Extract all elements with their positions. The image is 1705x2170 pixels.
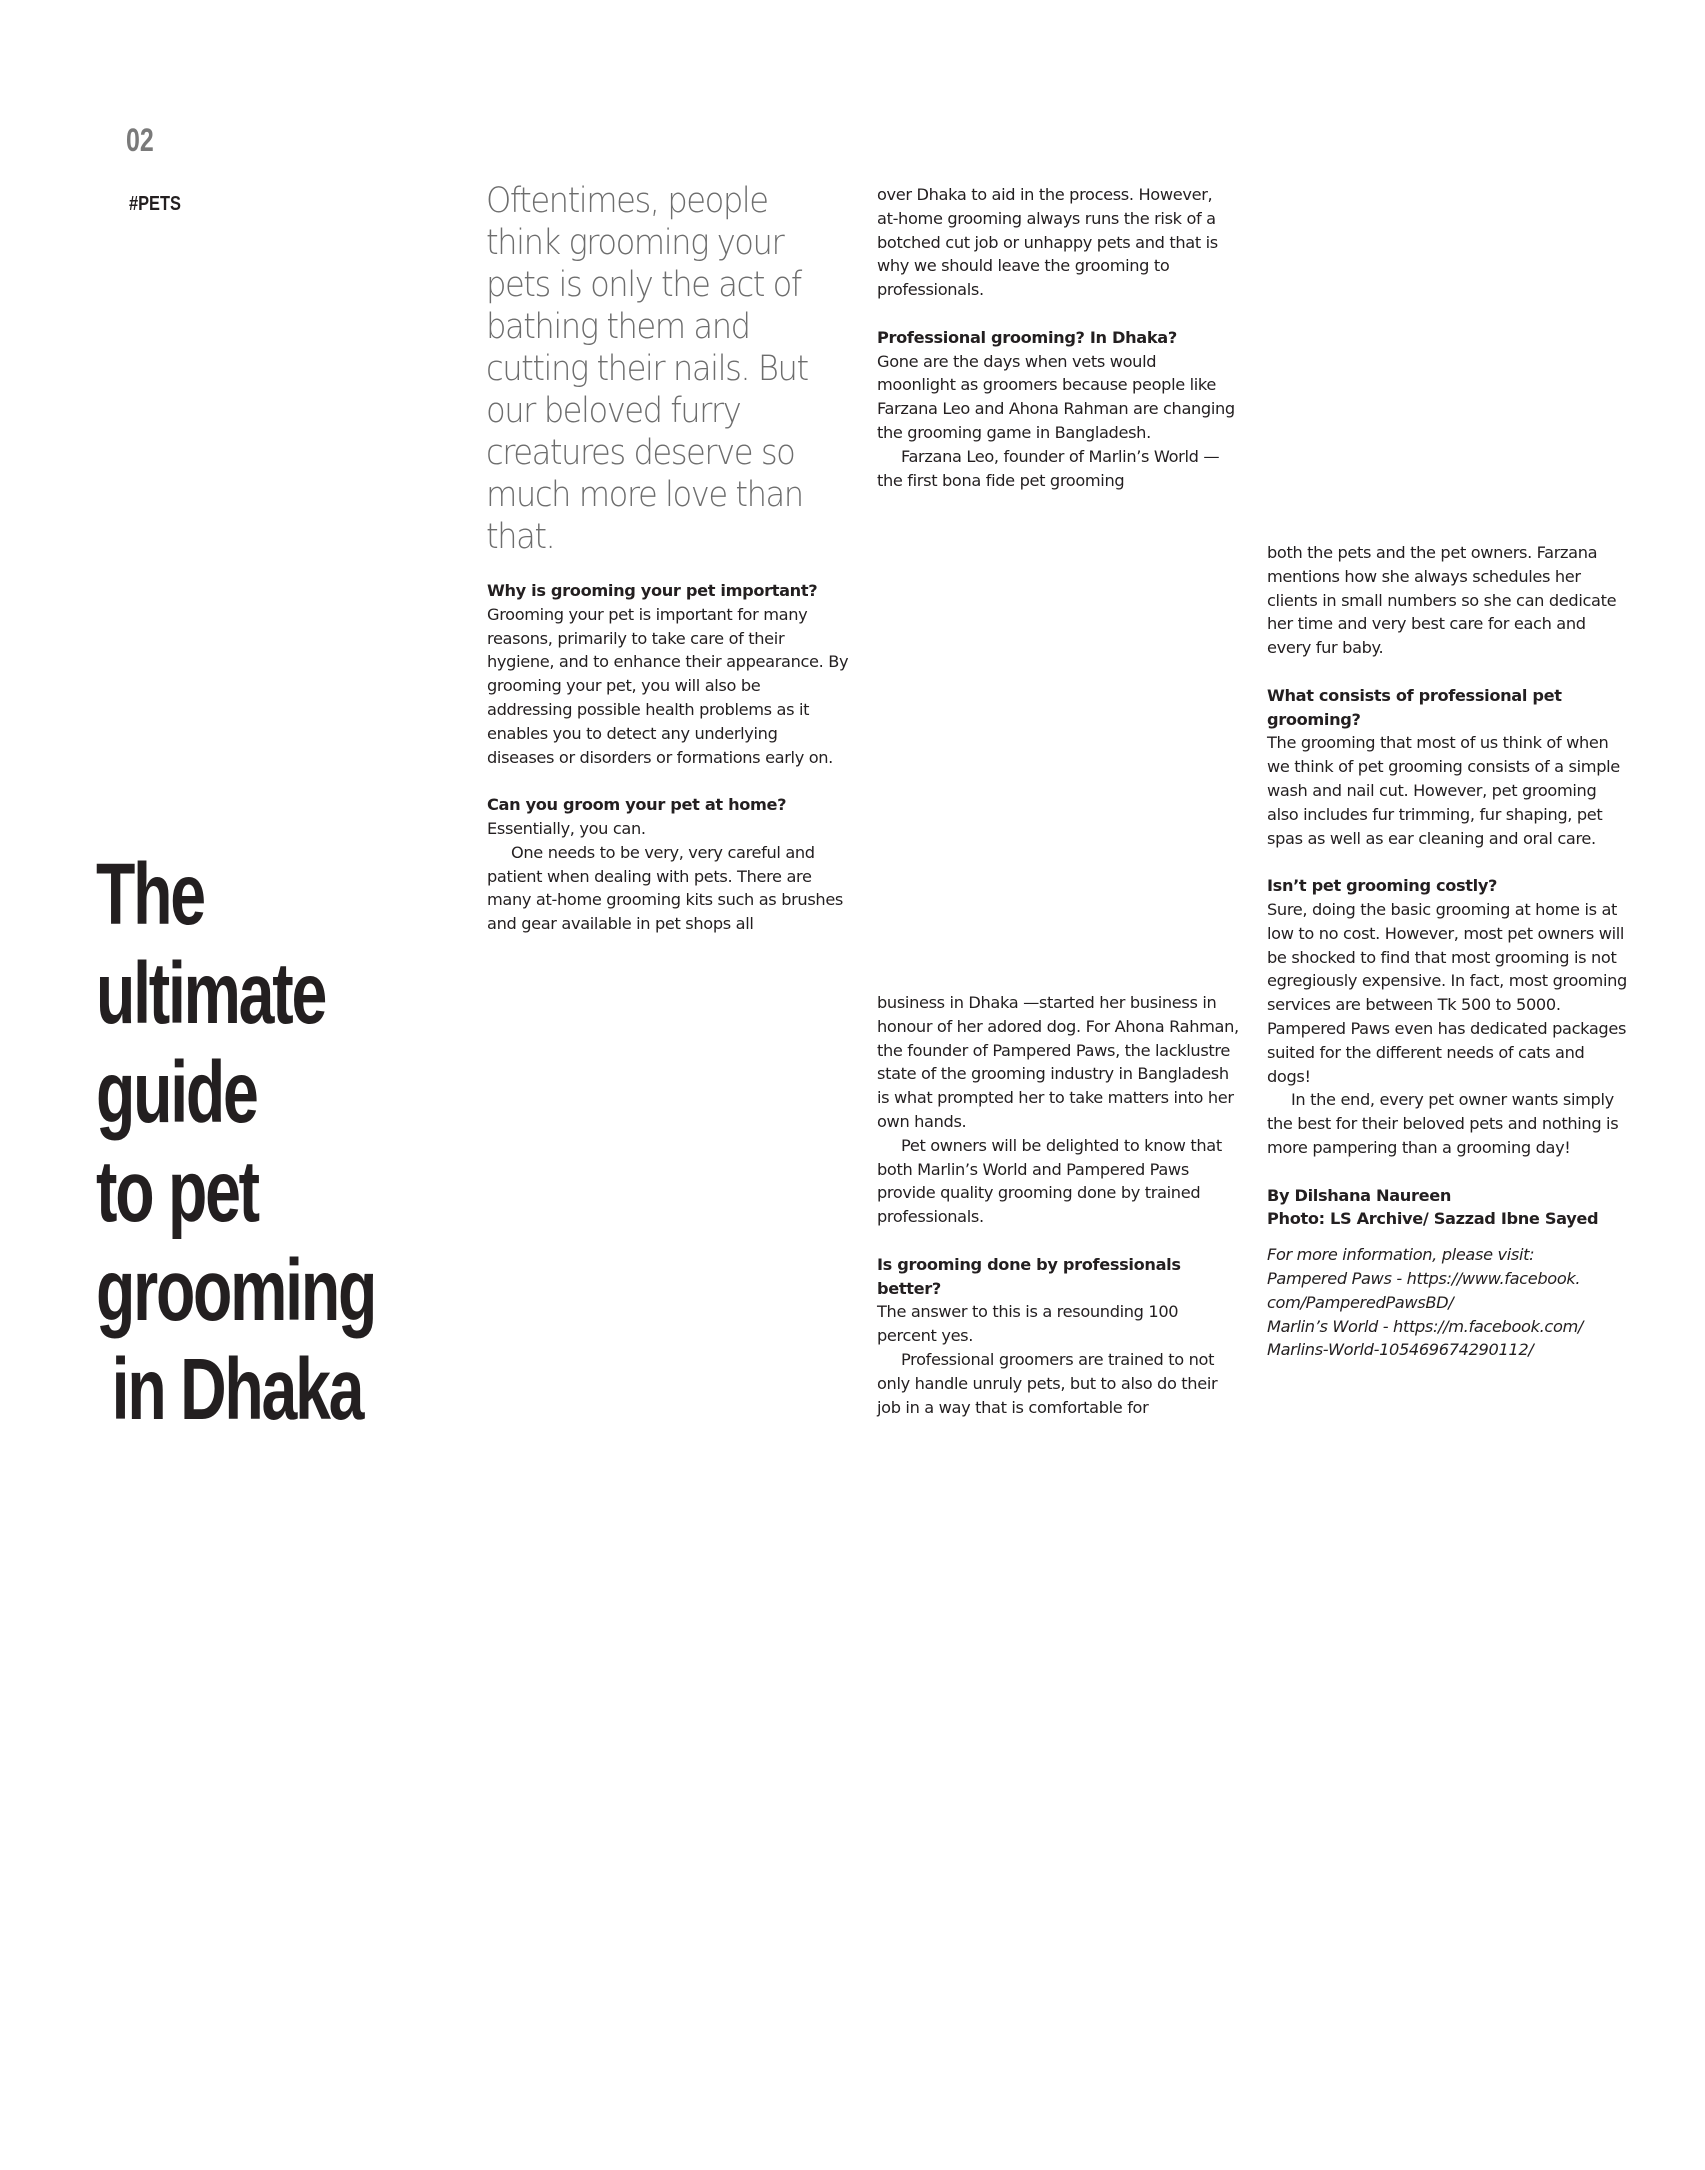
column-3 [1267,541,1632,1362]
column-2-top [877,183,1237,492]
byline: By Dilshana Naureen [1267,1185,1452,1205]
info-line: For more information, please visit: [1267,1245,1535,1265]
subheading: Isn’t pet grooming costly? [1267,876,1498,896]
subheading: Professional grooming? In Dhaka? [877,327,1177,347]
paragraph: The answer to this is a resounding 100 percent yes. [877,1302,1179,1346]
subheading: Is grooming done by professionals better? [877,1254,1181,1298]
paragraph: Pet owners will be delighted to know that both Marlin’s World and Pampered Paws provide quality grooming done by trained professionals. [877,1135,1222,1227]
article-headline: The ultimate guide to pet grooming in Dhaka [96,846,376,1438]
subheading: Can you groom your pet at home? [487,795,787,815]
intro-paragraph: Oftentimes, people think grooming your pets is only the act of bathing them and cutting their nails. But our beloved furry creatures deserve so much more love than that. [486,181,808,557]
paragraph: In the end, every pet owner wants simply the best for their beloved pets and nothing is more pampering than a grooming day! [1267,1090,1619,1157]
page-number: 02 [126,122,154,158]
column-2-bottom [877,991,1241,1419]
paragraph: Professional groomers are trained to not only handle unruly pets, but to also do their job in a way that is comfortable for [877,1349,1218,1417]
info-link-line: Marlin’s World - https://m.facebook.com/ [1267,1316,1584,1336]
paragraph: Sure, doing the basic grooming at home is at low to no cost. However, most pet owners will be shocked to find that most grooming is not egregiously expensive. In fact, most grooming services are between Tk 500 to 5000. Pampered Paws even has dedicated packages suited for the different needs of cats and dogs! [1267,899,1627,1086]
paragraph: Gone are the days when vets would moonlight as groomers because people like Farzana Leo and Ahona Rahman are changing the grooming game in Bangladesh. [877,351,1235,442]
info-link-line: com/PamperedPawsBD/ [1267,1292,1454,1312]
photo-credit: Photo: LS Archive/ Sazzad Ibne Sayed [1267,1209,1599,1229]
paragraph: Essentially, you can. [487,818,646,838]
info-link-line: Marlins-World-105469674290112/ [1267,1340,1534,1360]
paragraph: Farzana Leo, founder of Marlin’s World — the first bona fide pet grooming [877,446,1220,490]
section-tag: #PETS [129,193,181,215]
paragraph: both the pets and the pet owners. Farzana mentions how she always schedules her clients in small numbers so she can dedicate her time and very best care for each and every fur baby. [1267,543,1617,658]
info-link-line: Pampered Paws - https://www.facebook. [1267,1268,1581,1288]
paragraph: Grooming your pet is important for many reasons, primarily to take care of their hygiene, and to enhance their appearance. By grooming your pet, you will also be addressing possible health problems as it enables you to detect any underlying diseases or disorders or formations early on. [487,604,849,767]
subheading: What consists of professional pet grooming? [1267,685,1562,729]
paragraph: over Dhaka to aid in the process. However, at-home grooming always runs the risk of a botched cut job or unhappy pets and that is why we should leave the grooming to professionals. [877,185,1218,300]
paragraph: business in Dhaka —started her business in honour of her adored dog. For Ahona Rahman, the founder of Pampered Paws, the lacklustre state of the grooming industry in Bangladesh is what prompted her to take matters into her own hands. [877,993,1239,1131]
subheading: Why is grooming your pet important? [487,581,818,600]
column-1 [487,579,849,936]
paragraph: One needs to be very, very careful and patient when dealing with pets. There are many at-home grooming kits such as brushes and gear available in pet shops all [487,842,844,934]
paragraph: The grooming that most of us think of when we think of pet grooming consists of a simple wash and nail cut. However, pet grooming also includes fur trimming, fur shaping, pet spas as well as ear cleaning and oral care. [1267,733,1620,848]
